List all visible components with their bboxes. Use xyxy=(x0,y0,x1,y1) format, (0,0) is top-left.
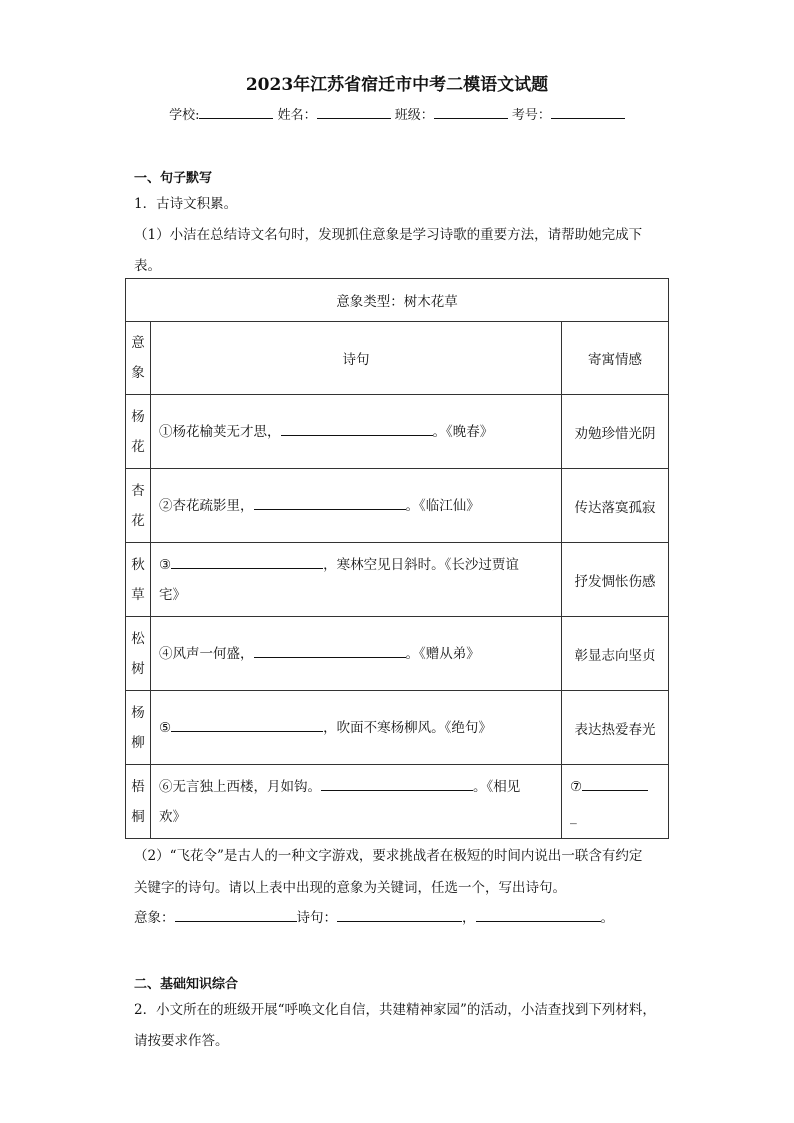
table-row xyxy=(126,617,669,691)
table-row xyxy=(126,469,669,543)
table-type-row xyxy=(126,279,669,322)
row-mood: 抒发惆怅伤感 xyxy=(562,543,669,617)
section-1-heading: 一、句子默写 xyxy=(134,171,213,186)
question-2-line2: 请按要求作答。 xyxy=(134,1033,229,1049)
col-header-image: 意 象 xyxy=(126,322,151,395)
question-2-line1: 2．小文所在的班级开展“呼唤文化自信，共建精神家园”的活动，小洁查找到下列材料， xyxy=(134,1002,656,1018)
row-poem: ④风声一何盛， 。《赠从弟》 xyxy=(151,617,562,691)
row-mood: ⑦ _ xyxy=(562,765,669,839)
row-image: 杨 花 xyxy=(126,395,151,469)
col-header-mood: 寄寓情感 xyxy=(562,322,669,395)
poem-answer-blank-2[interactable] xyxy=(476,907,601,922)
answer-blank-6[interactable] xyxy=(321,776,473,791)
row-poem: ①杨花榆荚无才思， 。《晚春》 xyxy=(151,395,562,469)
row-image: 杨 柳 xyxy=(126,691,151,765)
class-blank[interactable] xyxy=(434,105,508,119)
table-row xyxy=(126,765,669,839)
col-header-poem: 诗句 xyxy=(151,322,562,395)
question-1-1-line1: （1）小洁在总结诗文名句时，发现抓住意象是学习诗歌的重要方法，请帮助她完成下 xyxy=(134,227,643,243)
table-header-row xyxy=(126,322,669,395)
row-poem: ⑥无言独上西楼，月如钩。 。《相见 欢》 xyxy=(151,765,562,839)
row-mood: 彰显志向坚贞 xyxy=(562,617,669,691)
imagery-type-label: 意象类型：树木花草 xyxy=(126,279,669,322)
question-1-text: 1．古诗文积累。 xyxy=(134,196,238,212)
table-row xyxy=(126,543,669,617)
page-title: 2023年江苏省宿迁市中考二模语文试题 xyxy=(245,75,549,95)
question-1-1-line2: 表。 xyxy=(134,258,161,274)
exam-number-label: 考号： xyxy=(511,108,551,123)
row-image: 杏 花 xyxy=(126,469,151,543)
row-poem: ⑤ ，吹面不寒杨柳风。《绝句》 xyxy=(151,691,562,765)
question-1-2-line1: （2）“飞花令”是古人的一种文字游戏，要求挑战者在极短的时间内说出一联含有约定 xyxy=(134,848,643,864)
image-answer-blank[interactable] xyxy=(175,907,297,922)
answer-line: 意象： 诗句： ， 。 xyxy=(134,906,614,926)
answer-blank-4[interactable] xyxy=(254,643,406,658)
section-2-heading: 二、基础知识综合 xyxy=(134,977,239,992)
name-label: 姓名： xyxy=(277,108,317,123)
answer-blank-5[interactable] xyxy=(171,717,323,732)
row-image: 松 树 xyxy=(126,617,151,691)
school-blank[interactable] xyxy=(199,105,273,119)
row-image: 梧 桐 xyxy=(126,765,151,839)
school-label: 学校: xyxy=(169,108,200,123)
row-poem: ②杏花疏影里， 。《临江仙》 xyxy=(151,469,562,543)
row-mood: 表达热爱春光 xyxy=(562,691,669,765)
name-blank[interactable] xyxy=(317,105,391,119)
row-mood: 劝勉珍惜光阴 xyxy=(562,395,669,469)
image-label: 意象： xyxy=(134,910,175,926)
answer-blank-2[interactable] xyxy=(254,495,406,510)
answer-blank-7[interactable] xyxy=(582,776,648,791)
student-info-line xyxy=(0,104,794,123)
poem-label: 诗句： xyxy=(296,910,337,926)
class-label: 班级： xyxy=(394,108,434,123)
poem-answer-blank-1[interactable] xyxy=(337,907,462,922)
row-image: 秋 草 xyxy=(126,543,151,617)
row-mood: 传达落寞孤寂 xyxy=(562,469,669,543)
table-row xyxy=(126,691,669,765)
row-poem: ③ ，寒林空见日斜时。《长沙过贾谊 宅》 xyxy=(151,543,562,617)
table-row xyxy=(126,395,669,469)
answer-blank-3[interactable] xyxy=(171,554,323,569)
imagery-table xyxy=(125,278,669,839)
question-1-2-line2: 关键字的诗句。请以上表中出现的意象为关键词，任选一个，写出诗句。 xyxy=(134,880,566,896)
answer-blank-1[interactable] xyxy=(281,421,433,436)
exam-number-blank[interactable] xyxy=(551,105,625,119)
